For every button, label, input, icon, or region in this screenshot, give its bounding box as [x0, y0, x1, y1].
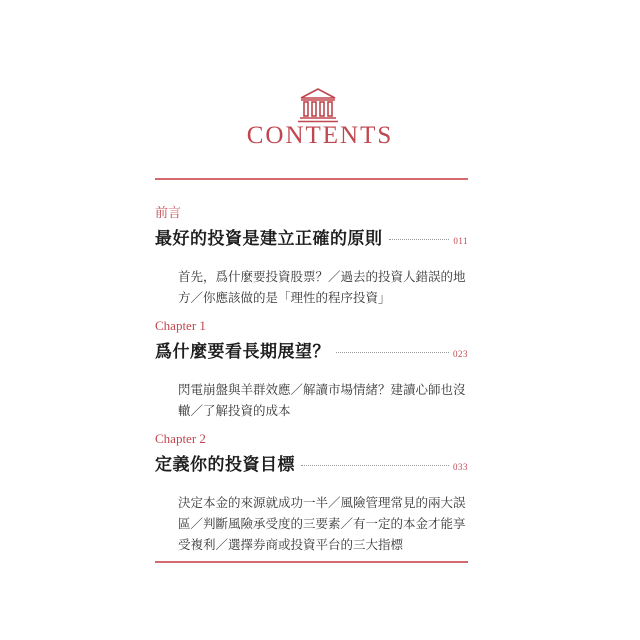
- entry-page-number: 023: [453, 349, 468, 359]
- entry-label: 前言: [155, 205, 182, 220]
- dot-leader: [389, 239, 450, 240]
- page-title: CONTENTS: [246, 122, 394, 149]
- entry-heading: 定義你的投資目標: [155, 455, 295, 475]
- bottom-divider: [155, 561, 468, 563]
- entry-heading-row: [155, 224, 468, 249]
- entry-description: 首先，爲什麼要投資股票？／過去的投資人錯誤的地方／你應該做的是「理性的程序投資」: [178, 269, 466, 305]
- entry-page-number: 033: [453, 462, 468, 472]
- toc-entry-chapter-1[interactable]: [155, 318, 468, 421]
- dot-leader: [336, 352, 449, 353]
- dot-leader: [301, 465, 449, 466]
- top-divider: [155, 178, 468, 180]
- toc-entry-chapter-2[interactable]: [155, 431, 468, 555]
- toc-entry-preface[interactable]: [155, 205, 468, 308]
- entry-page-number: 011: [453, 236, 468, 246]
- entry-description: 閃電崩盤與羊群效應／解讀市場情緒？建讀心師也沒轍／了解投資的成本: [178, 382, 466, 418]
- entry-heading-row: [155, 337, 468, 362]
- entry-label: Chapter 1: [155, 318, 206, 333]
- entry-label: Chapter 2: [155, 431, 206, 446]
- entry-heading: 爲什麼要看長期展望？: [155, 342, 330, 362]
- entry-heading-row: [155, 450, 468, 475]
- entry-description: 決定本金的來源就成功一半／風險管理常見的兩大誤區／判斷風險承受度的三要素／有一定的本金才能享受複利／選擇券商或投資平台的三大指標: [178, 495, 466, 552]
- entry-heading: 最好的投資是建立正確的原則: [155, 229, 383, 249]
- bank-building-icon: [296, 86, 340, 126]
